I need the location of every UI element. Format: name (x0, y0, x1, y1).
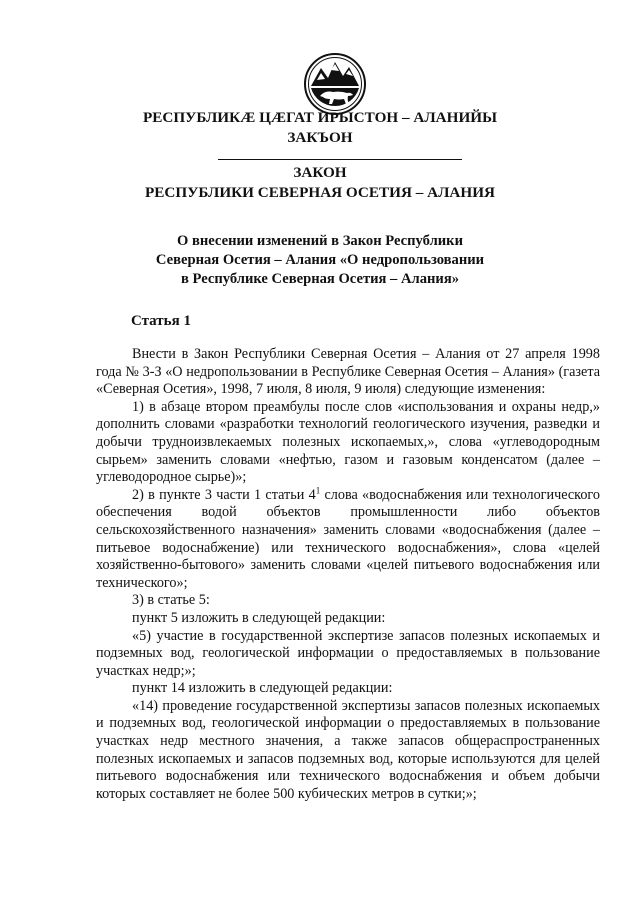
article-heading: Статья 1 (131, 313, 191, 329)
document-title-line-1: О внесении изменений в Закон Республики (176, 233, 463, 249)
header-divider (218, 159, 462, 160)
point-14-text: «14) проведение государственной экспертизы запасов полезных ископаемых и подземных вод, геологической информации о предоставляемых в пользование участках недр местного значения, а также запасов общераспространенных полезных ископаемых и запасов подземных вод, которые используются для целей питьевого водоснабжения или технического водоснабжения и объем добычи которых составляет не более 500 кубических метров в сутки;»; (96, 697, 600, 802)
point-5-text: «5) участие в государственной экспертизе запасов полезных ископаемых и подземных вод, геологической информации о предоставляемых в пользование участках недр;»; (96, 627, 600, 679)
document-body (96, 346, 600, 803)
article-superscript: 1 (315, 485, 321, 496)
intro-paragraph: Внести в Закон Республики Северная Осетия – Алания от 27 апреля 1998 года № 3-З «О недропользовании в Республике Северная Осетия – Алания» (газета «Северная Осетия», 1998, 7 июля, 8 июля, 9 июля) следующие изменения: (96, 346, 600, 398)
amendment-item-2-continued: слова «водоснабжения или технологического обеспечения водой объектов промышленности либо объектов сельскохозяйственного назначения» заменить словами «водоснабжения (далее – питьевое водоснабжение) или технического водоснабжения», слова «целей хозяйственно-бытового» заменить словами «целей питьевого водоснабжения или технического»; (96, 486, 600, 591)
point-14-intro: пункт 14 изложить в следующей редакции: (132, 680, 393, 697)
document-title-line-2: Северная Осетия – Алания «О недропользовании (155, 252, 485, 268)
amendment-item-2-text: 2) в пункте 3 части 1 статьи 4 (132, 486, 316, 503)
republic-name: РЕСПУБЛИКИ СЕВЕРНАЯ ОСЕТИЯ – АЛАНИЯ (145, 184, 495, 201)
law-heading: ЗАКОН (293, 164, 347, 181)
document-title-line-3: в Республике Северная Осетия – Алания» (180, 271, 460, 287)
republic-name-ossetian: РЕСПУБЛИКӔ ЦӔГАТ ИРЫСТОН – АЛАНИЙЫ (142, 109, 497, 126)
amendment-item-3: 3) в статье 5: (132, 592, 210, 609)
law-heading-ossetian: ЗАКЪОН (287, 129, 353, 146)
point-5-intro: пункт 5 изложить в следующей редакции: (132, 609, 386, 626)
amendment-item-1: 1) в абзаце втором преамбулы после слов «использования и охраны недр,» дополнить словами «разработки технологий геологического изучения, разведки и добычи трудноизвлекаемых полезных ископаемых,», слова «углеводородным сырьем» заменить словами «нефтью, газом и газовым конденсатом (далее – углеводородное сырье)»; (96, 398, 600, 486)
coat-of-arms-icon (303, 52, 367, 116)
amendment-item-2 (96, 487, 600, 593)
